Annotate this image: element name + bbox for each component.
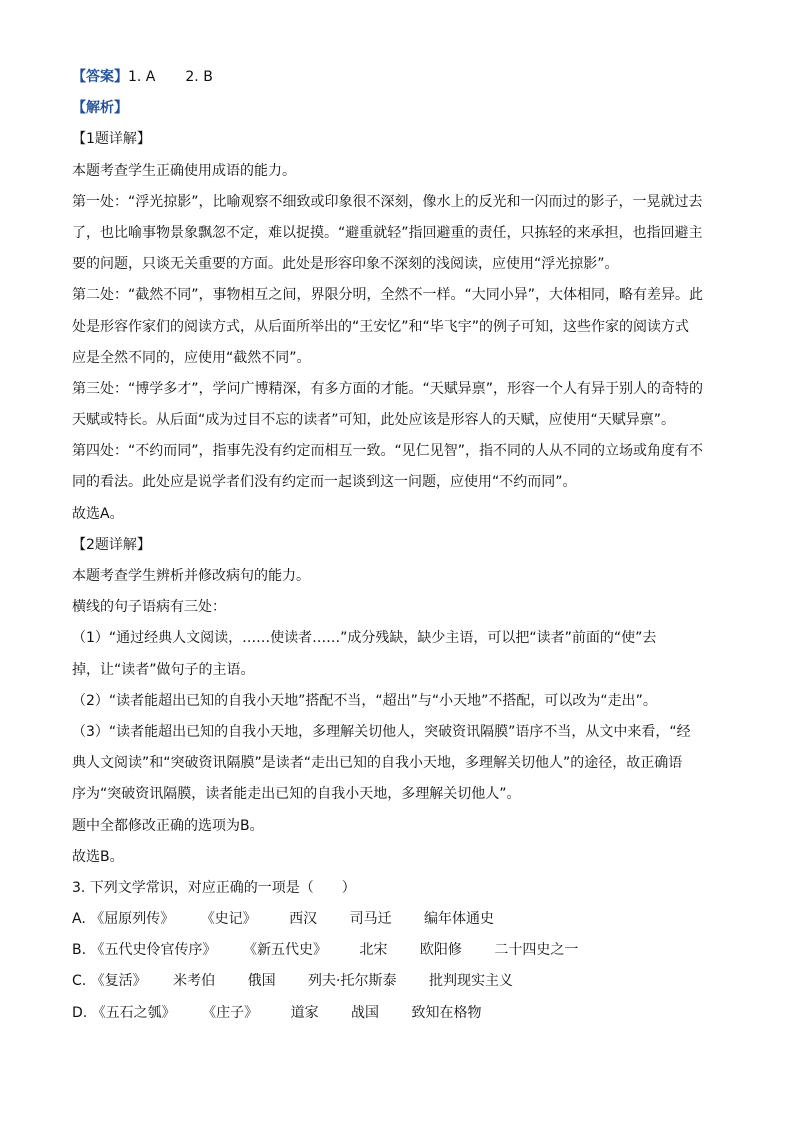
q1-line: 第三处：“博学多才”，学问广博精深，有多方面的才能。“天赋异禀”，形容一个人有异于别人的奇特的 <box>72 380 704 397</box>
option-item: 米考伯 <box>173 973 216 990</box>
answer-2: 2. B <box>185 69 213 85</box>
q1-line: 天赋或特长。从后面“成为过目不忘的读者”可知，此处应该是形容人的天赋，应使用“天赋异禀”。 <box>72 412 676 429</box>
q2-line: 故选B。 <box>72 848 124 865</box>
option-item: 《史记》 <box>200 911 257 928</box>
option-item: 北宋 <box>359 942 388 959</box>
option-item: 《五代史伶官传序》 <box>90 942 217 959</box>
q1-line: 了，也比喻事物景象飘忽不定，难以捉摸。“避重就轻”指回避重的责任，只拣轻的来承担，也指回避主 <box>72 224 703 241</box>
option-item: 二十四史之一 <box>494 942 579 959</box>
q2-line: （1）“通过经典人文阅读，……使读者……”成分残缺，缺少主语，可以把“读者”前面的“使”去 <box>72 630 657 647</box>
document-page <box>72 62 722 1029</box>
answer-line <box>72 62 722 93</box>
option-item: 欧阳修 <box>419 942 462 959</box>
option-item: 司马迁 <box>349 911 392 928</box>
option-item: 《庄子》 <box>202 1004 259 1021</box>
option-letter: B. <box>72 942 87 959</box>
q1-header: 【1题详解】 <box>72 131 151 148</box>
q2-line: （3）“读者能超出已知的自我小天地，多理解关切他人，突破资讯隔膜”语序不当，从文中来看，“经 <box>72 723 691 740</box>
option-item: 道家 <box>290 1004 319 1021</box>
q2-line: 题中全都修改正确的选项为B。 <box>72 817 264 834</box>
q2-line: 横线的句子语病有三处： <box>72 599 226 616</box>
option-letter: A. <box>72 911 86 928</box>
option-item: 列夫·托尔斯泰 <box>308 973 397 990</box>
q2-header: 【2题详解】 <box>72 536 151 553</box>
option-item: 《新五代史》 <box>242 942 327 959</box>
q2-line: 本题考查学生辨析并修改病句的能力。 <box>72 568 310 584</box>
q2-line: 序为“突破资讯隔膜，读者能走出已知的自我小天地，多理解关切他人”。 <box>72 786 521 803</box>
q3-stem: 3. 下列文学常识，对应正确的一项是（ ） <box>72 879 356 896</box>
q1-line: 本题考查学生正确使用成语的能力。 <box>72 162 296 179</box>
answer-tag: 【答案】 <box>72 69 128 85</box>
option-item: 战国 <box>351 1004 380 1021</box>
q1-line: 第一处：“浮光掠影”，比喻观察不细致或印象很不深刻，像水上的反光和一闪而过的影子，一晃就过去 <box>72 193 703 210</box>
q3-option-a <box>72 904 722 935</box>
answer-1: 1. A <box>128 69 156 85</box>
option-item: 致知在格物 <box>411 1004 482 1021</box>
q1-line: 应是全然不同的，应使用“截然不同”。 <box>72 349 311 366</box>
q3-option-c <box>72 966 722 997</box>
option-item: 俄国 <box>247 973 276 990</box>
analysis-tag: 【解析】 <box>72 100 128 117</box>
q1-line: 故选A。 <box>72 505 124 522</box>
option-letter: D. <box>72 1004 88 1021</box>
option-item: 《复活》 <box>90 973 147 990</box>
option-item: 编年体通史 <box>424 911 495 928</box>
option-item: 西汉 <box>289 911 318 928</box>
q1-line: 第四处：“不约而同”，指事先没有约定而相互一致。“见仁见智”，指不同的人从不同的立场或角度有不 <box>72 443 704 460</box>
q2-line: （2）“读者能超出已知的自我小天地”搭配不当，“超出”与“小天地”不搭配，可以改为“走出”。 <box>72 692 657 709</box>
q3-option-d <box>72 998 722 1029</box>
q3-option-b <box>72 935 722 966</box>
q1-line: 同的看法。此处应是说学者们没有约定而一起谈到这一问题，应使用“不约而同”。 <box>72 474 577 491</box>
q1-line: 要的问题，只谈无关重要的方面。此处是形容印象不深刻的浅阅读，应使用“浮光掠影”。 <box>72 256 619 273</box>
q2-line: 典人文阅读”和“突破资讯隔膜”是读者“走出已知的自我小天地，多理解关切他人”的途径，故正确语 <box>72 755 683 772</box>
option-item: 《五石之瓠》 <box>91 1004 176 1021</box>
q2-line: 掉，让“读者”做句子的主语。 <box>72 661 255 678</box>
option-item: 批判现实主义 <box>428 973 513 990</box>
option-item: 《屈原列传》 <box>90 911 175 928</box>
q1-line: 第二处：“截然不同”，事物相互之间，界限分明，全然不一样。“大同小异”，大体相同，略有差异。此 <box>72 287 704 304</box>
q1-line: 处是形容作家们的阅读方式，从后面所举出的“王安忆”和“毕飞宇”的例子可知，这些作家的阅读方式 <box>72 318 690 335</box>
option-letter: C. <box>72 973 87 990</box>
